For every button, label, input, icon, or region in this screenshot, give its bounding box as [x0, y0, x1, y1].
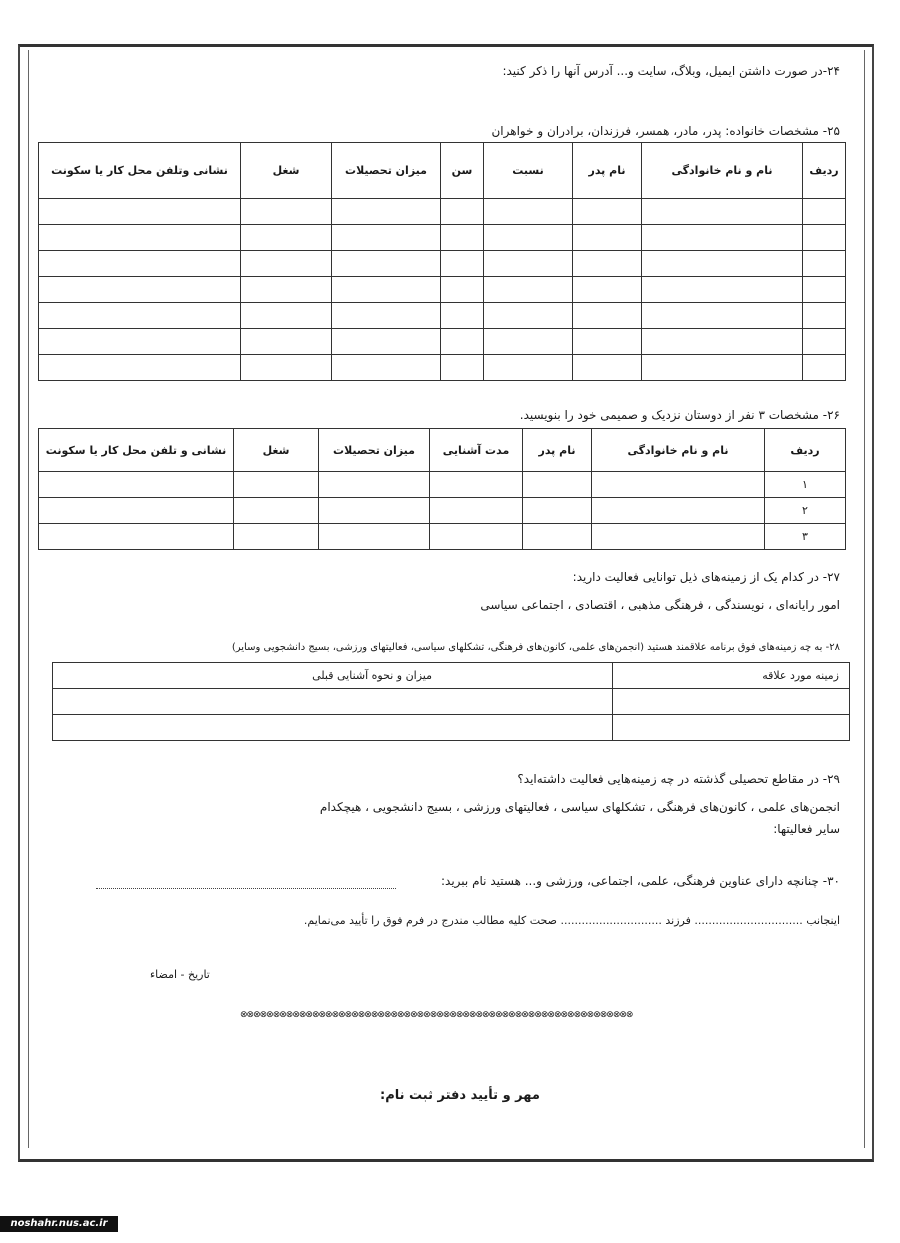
separator-line: ⊗⊗⊗⊗⊗⊗⊗⊗⊗⊗⊗⊗⊗⊗⊗⊗⊗⊗⊗⊗⊗⊗⊗⊗⊗⊗⊗⊗⊗⊗⊗⊗⊗⊗⊗⊗⊗⊗⊗⊗⊗⊗⊗⊗⊗⊗⊗⊗⊗⊗⊗⊗⊗⊗⊗⊗⊗⊗⊗⊗ — [240, 1010, 633, 1020]
row-number: ۳ — [765, 524, 846, 550]
header-job: شغل — [241, 143, 332, 199]
header-acquaintance: مدت آشنایی — [430, 429, 523, 472]
header-father-name: نام پدر — [573, 143, 642, 199]
question-28-title: ۲۸- به چه زمینه‌های فوق برنامه علاقمند هستید (انجمن‌های علمی، کانون‌های فرهنگی، تشکلهای سیاسی، فعالیتهای ورزشی، بسیج دانشجویی وسایر) — [231, 642, 840, 653]
row-number: ۲ — [765, 498, 846, 524]
friends-table-header — [39, 429, 846, 472]
question-30[interactable]: ۳۰- چنانچه دارای عناوین فرهنگی، علمی، اجتماعی، ورزشی و... هستید نام ببرید: — [441, 874, 840, 888]
friends-table — [38, 428, 846, 550]
declaration-text[interactable]: اینجانب ............................... فرزند ............................. صحت کلیه مطالب مندرج در فرم فوق را تأیید می‌نمایم. — [303, 914, 840, 927]
header-full-name: نام و نام خانوادگی — [592, 429, 765, 472]
table-row[interactable] — [53, 689, 850, 715]
table-row[interactable] — [39, 199, 846, 225]
registration-office-stamp: مهر و تأیید دفتر ثبت نام: — [380, 1088, 540, 1103]
question-29-other[interactable]: سایر فعالیتها: — [773, 822, 840, 836]
table-row[interactable] — [39, 355, 846, 381]
interests-table — [52, 662, 850, 741]
table-row[interactable] — [39, 251, 846, 277]
header-job: شغل — [234, 429, 319, 472]
header-education: میزان تحصیلات — [319, 429, 430, 472]
table-row[interactable] — [53, 715, 850, 741]
table-row[interactable] — [39, 303, 846, 329]
question-29-title: ۲۹- در مقاطع تحصیلی گذشته در چه زمینه‌هایی فعالیت داشته‌اید؟ — [517, 772, 840, 786]
interests-table-header — [53, 663, 850, 689]
date-signature-label: تاریخ - امضاء — [150, 968, 210, 981]
header-row-number: ردیف — [765, 429, 846, 472]
table-row[interactable] — [39, 524, 846, 550]
header-address-phone: نشانی و تلفن محل کار یا سکونت — [39, 429, 234, 472]
header-address-phone: نشانی وتلفن محل کار یا سکونت — [39, 143, 241, 199]
family-table-header — [39, 143, 846, 199]
header-age: سن — [441, 143, 484, 199]
header-interest-field: زمینه مورد علاقه — [613, 663, 850, 689]
question-30-blank[interactable] — [96, 878, 396, 889]
question-25-title: ۲۵- مشخصات خانواده: پدر، مادر، همسر، فرزندان، برادران و خواهران — [491, 124, 840, 138]
header-father-name: نام پدر — [523, 429, 592, 472]
question-29-options[interactable]: انجمن‌های علمی ، کانون‌های فرهنگی ، تشکلهای سیاسی ، فعالیتهای ورزشی ، بسیج دانشجویی ، هیچکدام — [319, 800, 840, 814]
header-row-number: ردیف — [803, 143, 846, 199]
question-26-title: ۲۶- مشخصات ۳ نفر از دوستان نزدیک و صمیمی خود را بنویسید. — [519, 408, 840, 422]
table-row[interactable] — [39, 225, 846, 251]
header-relation: نسبت — [484, 143, 573, 199]
question-24: ۲۴-در صورت داشتن ایمیل، وبلاگ، سایت و... آدرس آنها را ذکر کنید: — [502, 64, 840, 78]
footer-url-badge: noshahr.nus.ac.ir — [0, 1216, 118, 1232]
header-prior-familiarity: میزان و نحوه آشنایی قبلی — [53, 663, 613, 689]
table-row[interactable] — [39, 498, 846, 524]
question-27-options[interactable]: امور رایانه‌ای ، نویسندگی ، فرهنگی مذهبی ، اقتصادی ، اجتماعی سیاسی — [480, 598, 840, 612]
table-row[interactable] — [39, 277, 846, 303]
question-27-title: ۲۷- در کدام یک از زمینه‌های ذیل توانایی فعالیت دارید: — [572, 570, 840, 584]
family-table — [38, 142, 846, 381]
header-full-name: نام و نام خانوادگی — [642, 143, 803, 199]
header-education: میزان تحصیلات — [332, 143, 441, 199]
row-number: ۱ — [765, 472, 846, 498]
table-row[interactable] — [39, 329, 846, 355]
table-row[interactable] — [39, 472, 846, 498]
